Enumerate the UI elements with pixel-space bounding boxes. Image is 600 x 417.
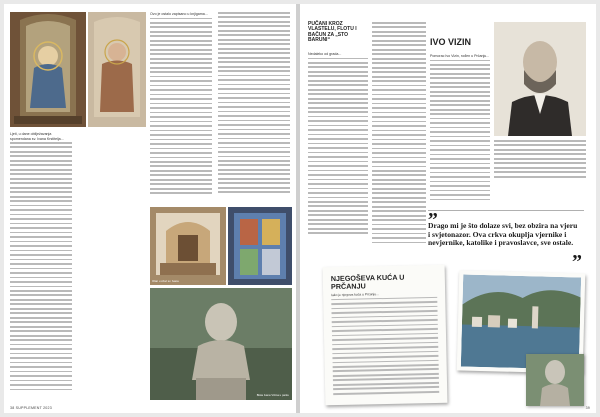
ivo-vizin-text: [430, 54, 490, 204]
left-right-text-column: [218, 12, 290, 202]
portrait-caption-text: [494, 140, 586, 188]
left-column-lead: Ljeti, u dane obilježavanja spomendana sv. Ivana Krstitelja...: [10, 132, 64, 141]
madonna-painting-photo: [10, 12, 86, 127]
njegos-house-box: [323, 265, 448, 406]
open-quote-icon: „: [428, 199, 438, 221]
njegos-bust-photo: [526, 354, 584, 406]
njegos-house-text: [331, 291, 439, 395]
left-text-column: [10, 132, 72, 396]
ivo-vizin-lead: Pomorac Ivo Vizin, rođen u Prčanju...: [430, 54, 490, 58]
portrait-caption-placeholder-lines: [494, 140, 586, 178]
right-folio: [586, 406, 590, 410]
ivo-vizin-headline: IVO VIZIN: [430, 37, 472, 47]
left-right-column-placeholder-lines: [218, 12, 290, 193]
njegos-house-lead: Iako je njegova kuća u Prčanju...: [331, 292, 379, 298]
church-altar-photo: [150, 207, 226, 285]
fresco-photo: [88, 12, 146, 127]
article-prcani-placeholder-lines: [308, 58, 368, 235]
altar-photo-caption: Oltar u crkvi sv. Ivana: [152, 278, 179, 283]
second-text-column: [372, 22, 426, 258]
bust-statue-photo: [150, 288, 292, 400]
njegos-house-headline: NJEGOŠEVA KUĆA U PRČANJU: [330, 272, 405, 291]
ivo-vizin-portrait-photo: [494, 22, 586, 136]
bust-photo-caption: Bista Ivana Vizina u parku: [256, 392, 289, 397]
left-page: [4, 4, 296, 413]
stained-glass-photo: [228, 207, 292, 285]
article-prcani-text: [308, 52, 368, 242]
second-column-placeholder-lines: [372, 22, 426, 243]
right-page-number: 39: [585, 406, 590, 410]
njegos-house-placeholder-lines: [331, 297, 439, 395]
close-quote-icon: ”: [572, 251, 582, 273]
pullquote: Drago mi je što dolaze svi, bez obzira na vjeru i svjetonazor. Ova crkva okuplja vjernike i nevjernike, katolike i pravoslavce, sve ostale.: [428, 221, 578, 248]
middle-column-lead: Ovo je ostalo zapisano u knjigama...: [150, 12, 208, 16]
middle-column-placeholder-lines: [150, 18, 212, 195]
article-prcani-lead: Nedaleko od grada...: [308, 52, 342, 56]
left-page-number: 38: [10, 406, 15, 410]
left-column-placeholder-lines: [10, 142, 72, 390]
pullquote-top-rule: [428, 210, 584, 211]
article-prcani-headline: PUČANI KROZ VLASTELU, FLOTU I BAČUN ZA „STO BARUNI“: [308, 21, 357, 43]
ivo-vizin-placeholder-lines: [430, 60, 490, 201]
left-folio: [10, 406, 52, 410]
middle-text-column: [150, 12, 212, 202]
right-page: [300, 4, 596, 413]
left-folio-label: SUPPLEMENT 2023: [15, 406, 52, 410]
